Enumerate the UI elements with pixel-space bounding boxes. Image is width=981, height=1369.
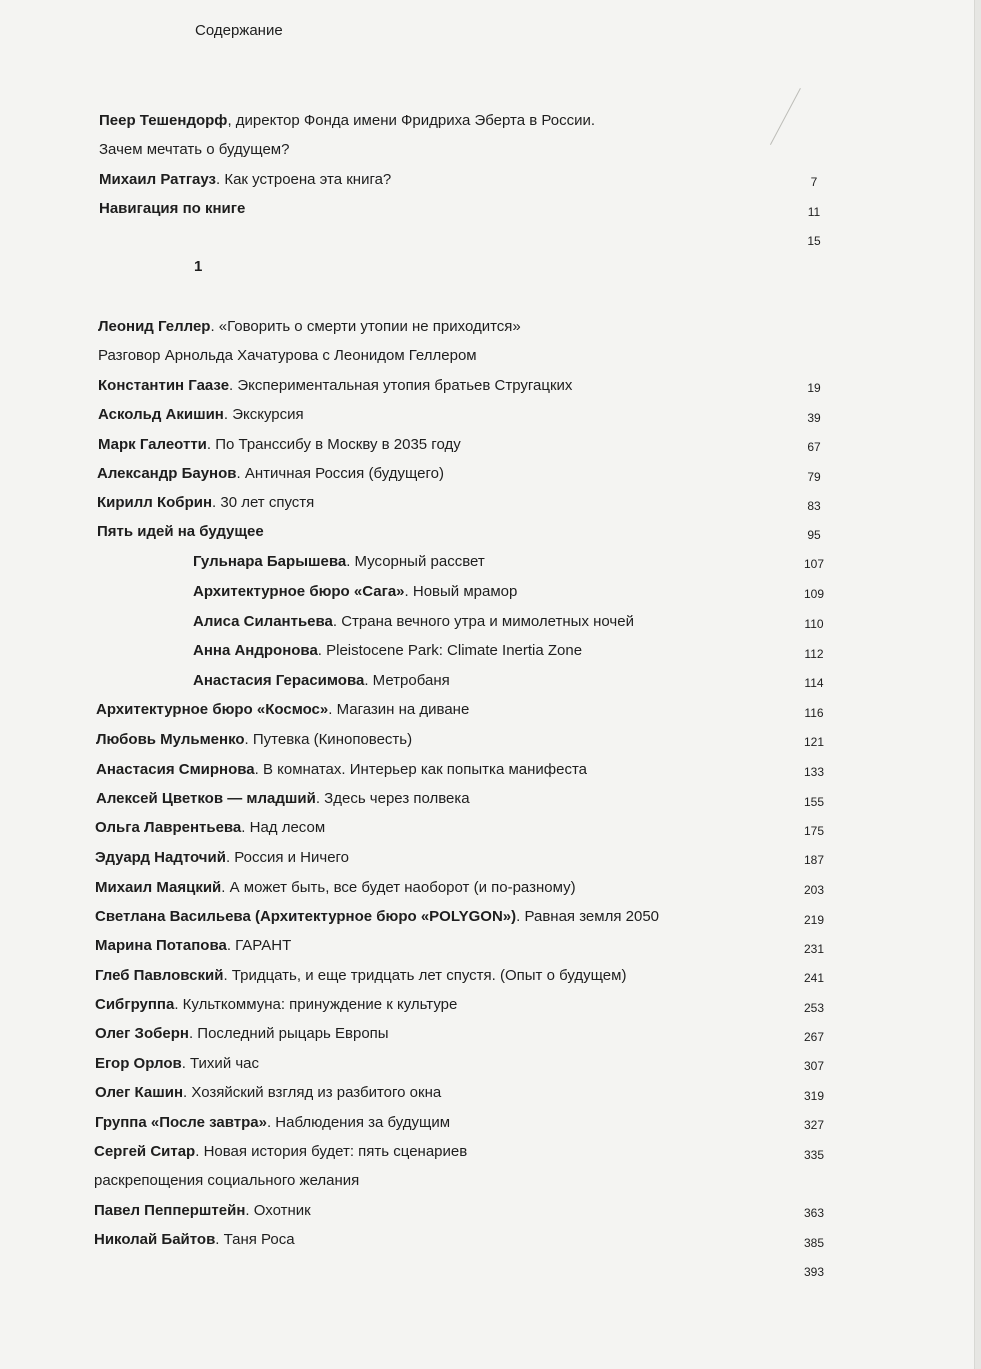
toc-entry — [95, 879, 576, 897]
entry-author: Анастасия Герасимова — [193, 672, 365, 689]
entry-author: Леонид Геллер — [98, 318, 211, 335]
entry-title: . В комнатах. Интерьер как попытка манифеста — [254, 761, 587, 778]
entry-title: . Античная Россия (будущего) — [236, 465, 444, 482]
entry-author: Гульнара Барышева — [193, 553, 347, 570]
entry-page-number: 393 — [803, 1265, 825, 1279]
entry-author: Светлана Васильева (Архитектурное бюро «POLYGON») — [95, 908, 517, 925]
entry-title: . Страна вечного утра и мимолетных ночей — [332, 613, 634, 630]
entry-page-number: 175 — [803, 824, 825, 838]
entry-page-number: 95 — [807, 528, 821, 542]
entry-title: , директор Фонда имени Фридриха Эберта в России. — [227, 112, 595, 129]
toc-entry — [96, 701, 469, 719]
entry-page-number: 11 — [807, 205, 821, 219]
entry-author: Любовь Мульменко — [96, 731, 245, 748]
entry-title: . Pleistocene Park: Climate Inertia Zone — [317, 642, 583, 659]
entry-title: . Метробаня — [364, 672, 450, 689]
toc-entry — [99, 171, 391, 189]
entry-title: . Путевка (Киноповесть) — [244, 731, 413, 748]
toc-entry — [193, 672, 450, 690]
entry-page-number: 83 — [807, 499, 821, 513]
toc-entry — [95, 937, 291, 955]
entry-page-number: 203 — [803, 883, 825, 897]
entry-author: Навигация по книге — [99, 200, 246, 217]
entry-page-number: 67 — [807, 440, 821, 454]
entry-page-number: 109 — [803, 587, 825, 601]
entry-author: Сибгруппа — [95, 996, 175, 1013]
entry-author: Егор Орлов — [95, 1055, 182, 1072]
entry-author: Павел Пепперштейн — [94, 1202, 246, 1219]
toc-entry — [95, 967, 626, 985]
entry-author: Группа «После завтра» — [95, 1114, 267, 1131]
entry-title: Зачем мечтать о будущем? — [99, 141, 290, 158]
entry-author: Михаил Ратгауз — [99, 171, 217, 188]
toc-entry — [193, 583, 517, 601]
entry-page-number: 112 — [804, 647, 824, 661]
entry-title: . Новый мрамор — [404, 583, 518, 600]
entry-page-number: 319 — [803, 1089, 825, 1103]
entry-author: Марина Потапова — [95, 937, 227, 954]
toc-entry — [99, 141, 289, 159]
entry-title: . Равная земля 2050 — [516, 908, 660, 925]
entry-author: Глеб Павловский — [95, 967, 224, 984]
entry-page-number: 116 — [804, 706, 824, 720]
entry-author: Эдуард Надточий — [95, 849, 226, 866]
entry-page-number: 231 — [803, 942, 825, 956]
entry-page-number: 155 — [803, 795, 825, 809]
entry-author: Алексей Цветков — младший — [96, 790, 316, 807]
entry-title: . Таня Роса — [215, 1231, 295, 1248]
toc-entry — [94, 1143, 467, 1161]
entry-title: . Как устроена эта книга? — [216, 171, 392, 188]
entry-page-number: 253 — [803, 1001, 825, 1015]
toc-heading: Содержание — [195, 22, 283, 39]
toc-entry — [95, 1084, 441, 1102]
toc-entry — [98, 436, 461, 454]
entry-title: . Наблюдения за будущим — [266, 1114, 451, 1131]
entry-title: . Экскурсия — [223, 406, 304, 423]
entry-title: . Новая история будет: пять сценариев — [195, 1143, 468, 1160]
toc-entry — [98, 347, 477, 365]
entry-author: Александр Баунов — [97, 465, 237, 482]
entry-title: . Хозяйский взгляд из разбитого окна — [183, 1084, 442, 1101]
toc-entry — [96, 731, 412, 749]
toc-entry — [96, 790, 470, 808]
toc-entry — [193, 642, 582, 660]
toc-entry — [99, 200, 245, 218]
entry-page-number: 79 — [807, 470, 821, 484]
entry-author: Николай Байтов — [94, 1231, 216, 1248]
entry-author: Архитектурное бюро «Космос» — [96, 701, 329, 718]
entry-page-number: 121 — [803, 735, 825, 749]
section-number: 1 — [194, 258, 203, 275]
entry-author: Анастасия Смирнова — [96, 761, 255, 778]
toc-entry — [95, 1025, 389, 1043]
entry-page-number: 107 — [803, 557, 825, 571]
toc-entry — [193, 553, 485, 571]
entry-title: . Над лесом — [241, 819, 326, 836]
entry-page-number: 335 — [803, 1148, 825, 1162]
entry-title: . Здесь через полвека — [315, 790, 470, 807]
entry-author: Олег Кашин — [95, 1084, 184, 1101]
bleed-through-line — [770, 88, 801, 145]
entry-page-number: 19 — [807, 381, 821, 395]
entry-author: Архитектурное бюро «Сага» — [193, 583, 405, 600]
entry-title: . ГАРАНТ — [226, 937, 292, 954]
toc-entry — [95, 908, 659, 926]
entry-author: Ольга Лаврентьева — [95, 819, 242, 836]
toc-entry — [95, 996, 457, 1014]
entry-page-number: 307 — [803, 1059, 825, 1073]
entry-page-number: 385 — [803, 1236, 825, 1250]
entry-author: Михаил Маяцкий — [95, 879, 222, 896]
entry-title: . 30 лет спустя — [212, 494, 315, 511]
entry-title: . Тихий час — [181, 1055, 260, 1072]
entry-author: Марк Галеотти — [98, 436, 207, 453]
entry-title: . Экспериментальная утопия братьев Стругацких — [229, 377, 573, 394]
entry-page-number: 133 — [803, 765, 825, 779]
toc-entry — [98, 318, 521, 336]
entry-page-number: 327 — [803, 1118, 825, 1132]
entry-title: Разговор Арнольда Хачатурова с Леонидом Геллером — [98, 347, 477, 364]
toc-entry — [193, 613, 634, 631]
entry-author: Пеер Тешендорф — [99, 112, 228, 129]
toc-entry — [98, 377, 572, 395]
entry-author: Пять идей на будущее — [97, 523, 264, 540]
entry-author: Константин Гаазе — [98, 377, 230, 394]
entry-page-number: 363 — [803, 1206, 825, 1220]
toc-entry — [95, 819, 325, 837]
toc-entry — [95, 1055, 259, 1073]
entry-author: Олег Зоберн — [95, 1025, 189, 1042]
toc-entry — [97, 494, 314, 512]
entry-author: Аскольд Акишин — [98, 406, 224, 423]
entry-title: . Магазин на диване — [328, 701, 470, 718]
entry-author: Алиса Силантьева — [193, 613, 333, 630]
entry-title: . По Транссибу в Москву в 2035 году — [206, 436, 461, 453]
page-edge — [974, 0, 981, 1369]
toc-entry — [95, 1114, 450, 1132]
entry-title: . Россия и Ничего — [225, 849, 350, 866]
entry-author: Кирилл Кобрин — [97, 494, 213, 511]
entry-title: . Мусорный рассвет — [346, 553, 485, 570]
entry-title: . Тридцать, и еще тридцать лет спустя. (Опыт о будущем) — [223, 967, 627, 984]
entry-title: раскрепощения социального желания — [94, 1172, 360, 1189]
entry-page-number: 114 — [804, 676, 824, 690]
entry-page-number: 219 — [803, 913, 825, 927]
toc-entry — [95, 849, 349, 867]
entry-page-number: 7 — [810, 175, 818, 189]
toc-entry — [96, 761, 587, 779]
entry-title: . Охотник — [245, 1202, 311, 1219]
entry-page-number: 39 — [807, 411, 821, 425]
entry-author: Анна Андронова — [193, 642, 318, 659]
toc-entry — [98, 406, 304, 424]
toc-entry — [94, 1231, 295, 1249]
entry-page-number: 267 — [803, 1030, 825, 1044]
entry-page-number: 241 — [803, 971, 825, 985]
entry-page-number: 110 — [804, 617, 824, 631]
entry-title: . «Говорить о смерти утопии не приходится» — [210, 318, 521, 335]
toc-entry — [97, 523, 264, 541]
entry-title: . Последний рыцарь Европы — [188, 1025, 389, 1042]
entry-page-number: 187 — [803, 853, 825, 867]
toc-entry — [94, 1202, 311, 1220]
toc-entry — [94, 1172, 359, 1190]
entry-author: Сергей Ситар — [94, 1143, 196, 1160]
toc-entry — [99, 112, 595, 130]
entry-title: . Культкоммуна: принуждение к культуре — [174, 996, 458, 1013]
entry-title: . А может быть, все будет наоборот (и по-разному) — [221, 879, 576, 896]
toc-entry — [97, 465, 444, 483]
entry-page-number: 15 — [807, 234, 821, 248]
